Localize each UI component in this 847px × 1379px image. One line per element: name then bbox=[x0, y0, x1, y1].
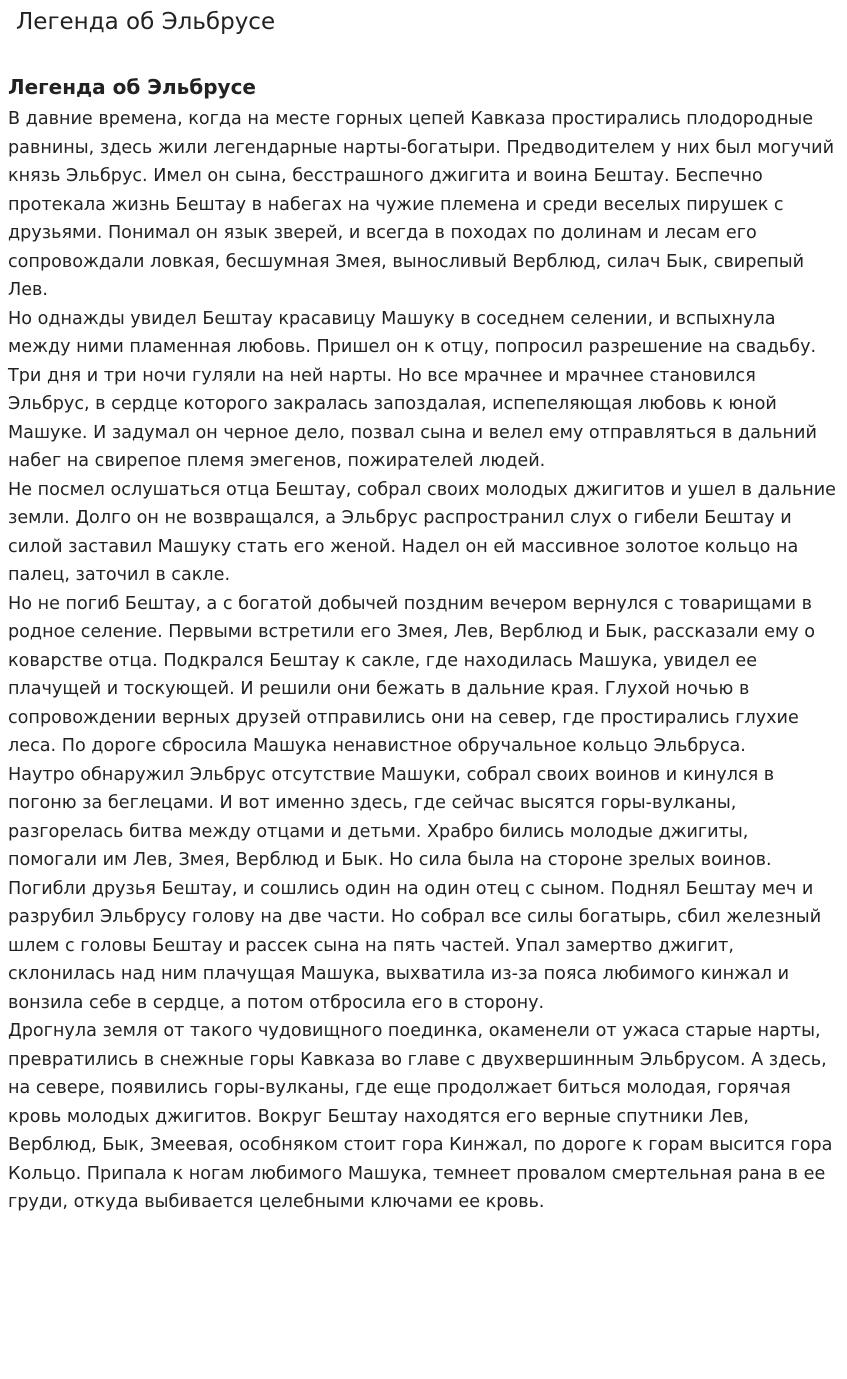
article-paragraph: Но однажды увидел Бештау красавицу Машуку в соседнем селении, и вспыхнула между ними пламенная любовь. Пришел он к отцу, попросил разрешение на свадьбу. Три дня и три ночи гуляли на ней нарты. Но все мрачнее и мрачнее становился Эльбрус, в сердце которого закралась запоздалая, испепеляющая любовь к юной Машуке. И задумал он черное дело, позвал сына и велел ему отправляться в дальний набег на свирепое племя эмегенов, пожирателей людей. bbox=[8, 308, 817, 471]
page-title: Легенда об Эльбрусе bbox=[16, 9, 276, 35]
article-paragraph: Наутро обнаружил Эльбрус отсутствие Машуки, собрал своих воинов и кинулся в погоню за беглецами. И вот именно здесь, где сейчас высятся горы-вулканы, разгорелась битва между отцами и детьми. Храбро бились молодые джигиты, помогали им Лев, Змея, Верблюд и Бык. Но сила была на стороне зрелых воинов. Погибли друзья Бештау, и сошлись один на один отец с сыном. Поднял Бештау меч и разрубил Эльбрусу голову на две части. Но собрал все силы богатырь, сбил железный шлем с головы Бештау и рассек сына на пять частей. Упал замертво джигит, склонилась над ним плачущая Машука, выхватила из-за пояса любимого кинжал и вонзила себе в сердце, а потом отбросила его в сторону. bbox=[8, 764, 822, 1013]
article-paragraph: Дрогнула земля от такого чудовищного поединка, окаменели от ужаса старые нарты, превратились в снежные горы Кавказа во главе с двухвершинным Эльбрусом. А здесь, на севере, появились горы-вулканы, где еще продолжает биться молодая, горячая кровь молодых джигитов. Вокруг Бештау находятся его верные спутники Лев, Верблюд, Бык, Змеевая, особняком стоит гора Кинжал, по дороге к горам высится гора Кольцо. Припала к ногам любимого Машука, темнеет провалом смертельная рана в ее груди, откуда выбивается целебными ключами ее кровь. bbox=[8, 1021, 833, 1212]
article-paragraph: Но не погиб Бештау, а с богатой добычей поздним вечером вернулся с товарищами в родное селение. Первыми встретили его Змея, Лев, Верблюд и Бык, рассказали ему о коварстве отца. Подкрался Бештау к сакле, где находилась Машука, увидел ее плачущей и тоскующей. И решили они бежать в дальние края. Глухой ночью в сопровождении верных друзей отправились они на север, где простирались глухие леса. По дороге сбросила Машука ненавистное обручальное кольцо Эльбруса. bbox=[8, 593, 815, 756]
article bbox=[8, 73, 842, 1217]
article-paragraph: В давние времена, когда на месте горных цепей Кавказа простирались плодородные равнины, здесь жили легендарные нарты-богатыри. Предводителем у них был могучий князь Эльбрус. Имел он сына, бесстрашного джигита и воина Бештау. Беспечно протекала жизнь Бештау в набегах на чужие племена и среди веселых пирушек с друзьями. Понимал он язык зверей, и всегда в походах по долинам и лесам его сопровождали ловкая, бесшумная Змея, выносливый Верблюд, силач Бык, свирепый Лев. bbox=[8, 109, 835, 300]
article-paragraph: Не посмел ослушаться отца Бештау, собрал своих молодых джигитов и ушел в дальние земли. Долго он не возвращался, а Эльбрус распространил слух о гибели Бештау и силой заставил Машуку стать его женой. Надел он ей массивное золотое кольцо на палец, заточил в сакле. bbox=[8, 479, 836, 585]
article-body bbox=[8, 105, 842, 1217]
article-title: Легенда об Эльбрусе bbox=[8, 75, 256, 99]
